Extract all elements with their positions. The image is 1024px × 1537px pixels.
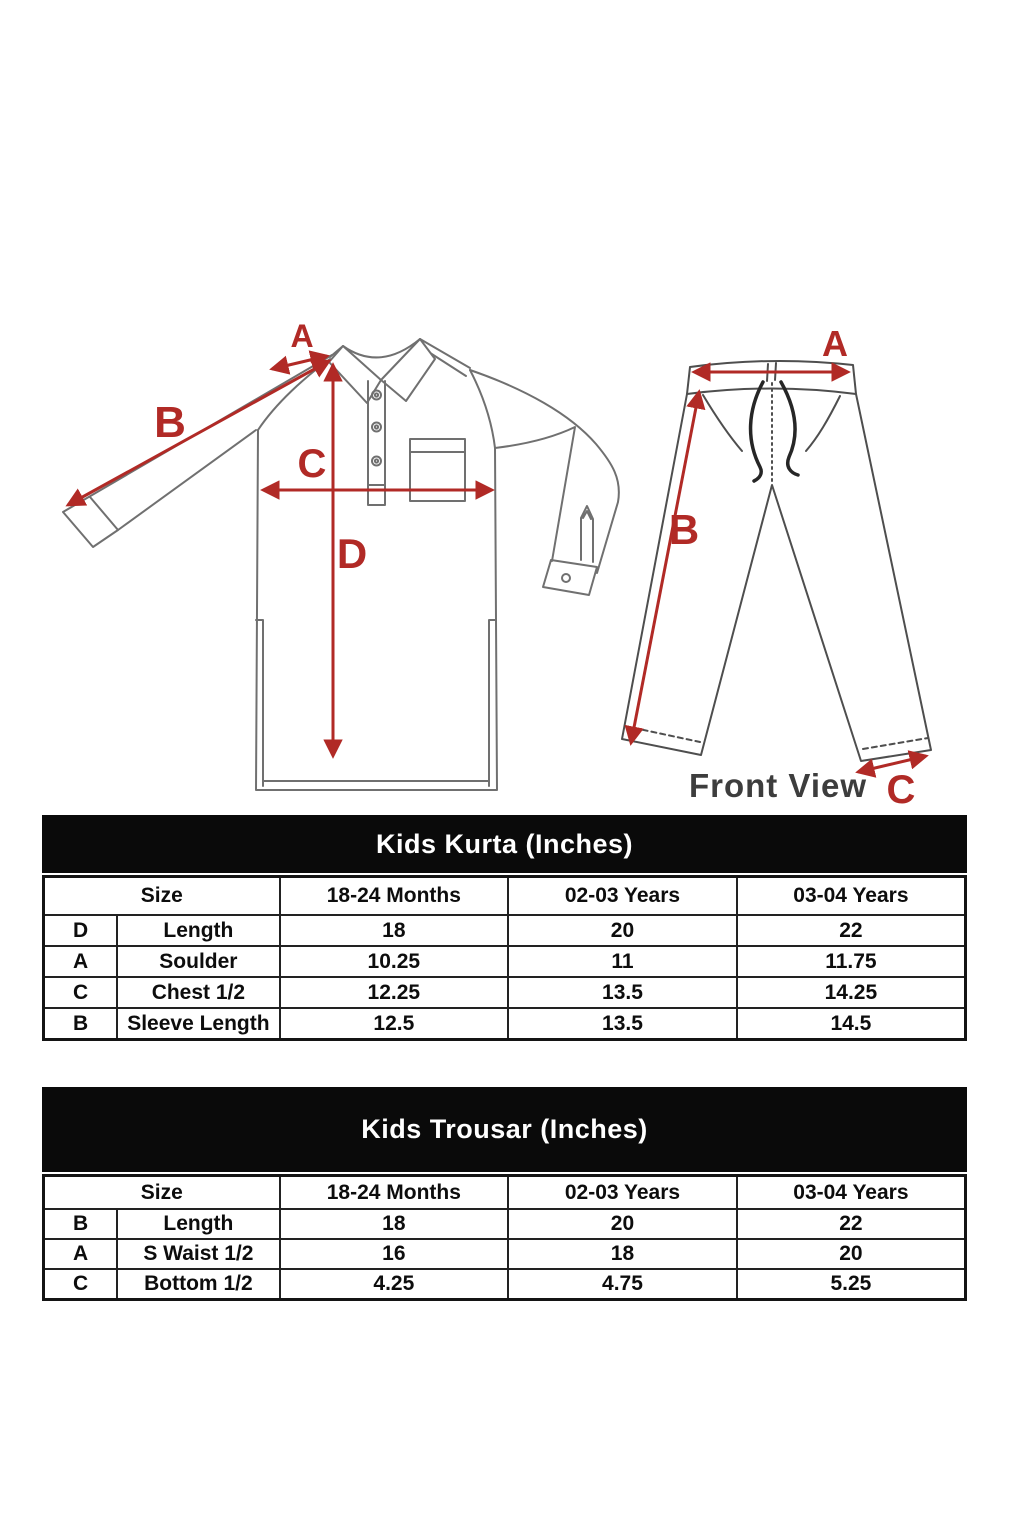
kurta-left-cuff-line bbox=[90, 497, 118, 530]
cell-value: 4.25 bbox=[280, 1269, 509, 1300]
kurta-collar-left bbox=[329, 346, 381, 403]
measure-key: A bbox=[44, 946, 118, 977]
measure-label: Sleeve Length bbox=[117, 1008, 279, 1040]
cell-value: 14.5 bbox=[737, 1008, 966, 1040]
kurta-right-armhole bbox=[470, 370, 495, 448]
kurta-label-a: A bbox=[290, 318, 314, 354]
cell-value: 12.25 bbox=[280, 977, 509, 1008]
trouser-label-b: B bbox=[668, 506, 700, 553]
cell-value: 11.75 bbox=[737, 946, 966, 977]
kurta-label-b: B bbox=[154, 398, 186, 447]
kurta-label-c: C bbox=[297, 442, 327, 486]
trouser-measure-arrows bbox=[631, 323, 926, 812]
cell-value: 18 bbox=[280, 1209, 509, 1239]
cell-value: 11 bbox=[508, 946, 737, 977]
table-row bbox=[44, 946, 966, 977]
table-row bbox=[44, 1209, 966, 1239]
column-header-size: Size bbox=[44, 877, 280, 916]
trouser-header-row bbox=[44, 1176, 966, 1210]
cell-value: 5.25 bbox=[737, 1269, 966, 1300]
kurta-pocket bbox=[410, 439, 465, 501]
trouser-hem-stitch bbox=[625, 726, 928, 749]
trouser-table-title: Kids Trousar (Inches) bbox=[361, 1114, 648, 1144]
cell-value: 16 bbox=[280, 1239, 509, 1269]
kurta-hem-and-slits bbox=[256, 620, 496, 786]
measure-label: Bottom 1/2 bbox=[117, 1269, 279, 1300]
kurta-measure-arrows bbox=[68, 318, 492, 756]
table-row bbox=[44, 1239, 966, 1269]
cell-value: 22 bbox=[737, 915, 966, 946]
trouser-table-title-band bbox=[42, 1087, 967, 1172]
measure-key: A bbox=[44, 1239, 118, 1269]
kurta-sleeve-placket bbox=[581, 506, 593, 562]
front-view-caption: Front View bbox=[688, 767, 868, 804]
cell-value: 10.25 bbox=[280, 946, 509, 977]
column-header-02-03-years: 02-03 Years bbox=[508, 877, 737, 916]
cell-value: 4.75 bbox=[508, 1269, 737, 1300]
kurta-table-title: Kids Kurta (Inches) bbox=[375, 828, 634, 859]
cell-value: 12.5 bbox=[280, 1008, 509, 1040]
kurta-cuff-button-icon bbox=[562, 574, 570, 582]
measure-label: Chest 1/2 bbox=[117, 977, 279, 1008]
measure-key: B bbox=[44, 1008, 118, 1040]
column-header-size: Size bbox=[44, 1176, 280, 1210]
measure-label: Length bbox=[117, 1209, 279, 1239]
kurta-measure-b-arrow bbox=[68, 361, 329, 505]
trouser-label-c: C bbox=[886, 768, 916, 812]
table-row bbox=[44, 915, 966, 946]
measure-label: S Waist 1/2 bbox=[117, 1239, 279, 1269]
trouser-size-table bbox=[42, 1087, 967, 1301]
kurta-buttons-icon bbox=[372, 391, 381, 466]
column-header-03-04-years: 03-04 Years bbox=[737, 1176, 966, 1210]
measure-label: Length bbox=[117, 915, 279, 946]
measure-key: D bbox=[44, 915, 118, 946]
trouser-drawing-icon bbox=[622, 361, 931, 761]
kurta-header-row bbox=[44, 877, 966, 916]
trouser-label-a: A bbox=[822, 323, 848, 364]
column-header-18-24-months: 18-24 Months bbox=[280, 1176, 509, 1210]
measure-key: C bbox=[44, 977, 118, 1008]
measure-label: Soulder bbox=[117, 946, 279, 977]
measure-key: C bbox=[44, 1269, 118, 1300]
cell-value: 20 bbox=[508, 915, 737, 946]
column-header-02-03-years: 02-03 Years bbox=[508, 1176, 737, 1210]
cell-value: 18 bbox=[280, 915, 509, 946]
kurta-size-table bbox=[42, 815, 967, 1041]
cell-value: 18 bbox=[508, 1239, 737, 1269]
kurta-table-title-band bbox=[42, 815, 967, 873]
column-header-18-24-months: 18-24 Months bbox=[280, 877, 509, 916]
trouser-measure-b-arrow bbox=[631, 392, 699, 743]
kurta-table-grid bbox=[42, 875, 967, 1041]
kurta-label-d: D bbox=[336, 530, 368, 577]
measure-key: B bbox=[44, 1209, 118, 1239]
column-header-03-04-years: 03-04 Years bbox=[737, 877, 966, 916]
trouser-drawstring-left bbox=[751, 382, 763, 481]
table-row bbox=[44, 977, 966, 1008]
cell-value: 13.5 bbox=[508, 977, 737, 1008]
trouser-table-grid bbox=[42, 1174, 967, 1301]
cell-value: 14.25 bbox=[737, 977, 966, 1008]
trouser-drawstring-right bbox=[781, 382, 798, 475]
cell-value: 13.5 bbox=[508, 1008, 737, 1040]
cell-value: 20 bbox=[508, 1209, 737, 1239]
table-row bbox=[44, 1269, 966, 1300]
measurement-diagram bbox=[0, 315, 1024, 815]
table-row bbox=[44, 1008, 966, 1040]
kurta-left-sleeve bbox=[63, 355, 332, 547]
kurta-right-sleeve-inner bbox=[495, 427, 575, 561]
kurta-right-sleeve-outer bbox=[470, 370, 619, 573]
cell-value: 20 bbox=[737, 1239, 966, 1269]
cell-value: 22 bbox=[737, 1209, 966, 1239]
trouser-legs-outline bbox=[622, 394, 931, 761]
